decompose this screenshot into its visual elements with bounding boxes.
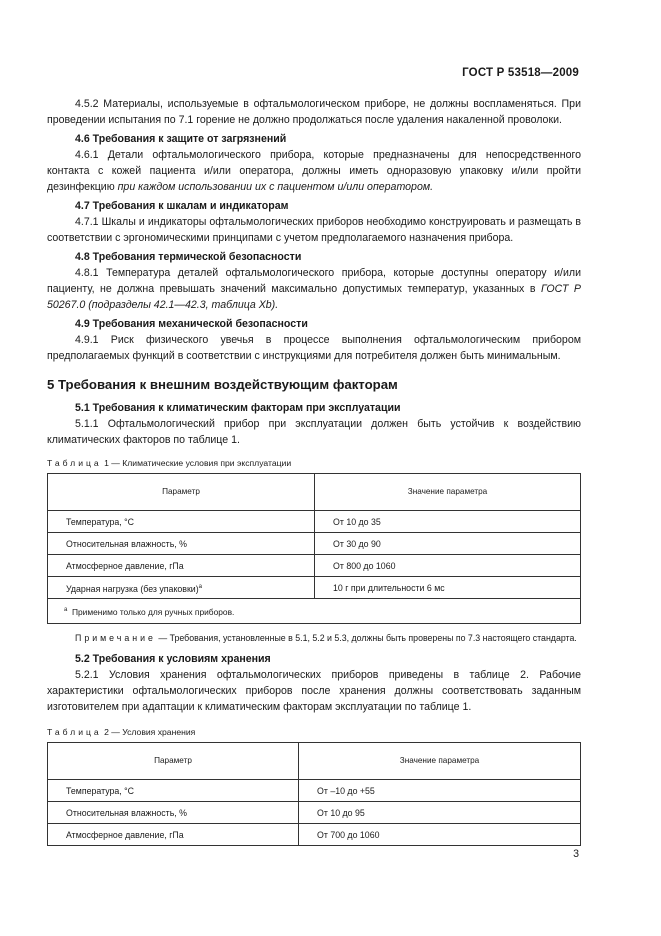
table-header-row [48, 743, 581, 780]
table-cell-parameter: Относительная влажность, % [48, 802, 299, 824]
table-1 [47, 473, 581, 624]
table-cell-value: От 10 до 95 [299, 802, 581, 824]
table-cell-value: 10 г при длительности 6 мс [315, 577, 581, 599]
table-cell-parameter [48, 577, 315, 599]
column-header-parameter: Параметр [48, 743, 299, 780]
heading-4-8: 4.8 Требования термической безопасности [75, 251, 302, 263]
table-cell-parameter: Атмосферное давление, гПа [48, 824, 299, 846]
heading-4-6: 4.6 Требования к защите от загрязнений [75, 133, 287, 145]
clause-4-8-1-reference: ГОСТ Р 50267.0 (подразделы 42.1—42.3, таблица Xb). [47, 283, 581, 311]
note-text: — Требования, установленные в 5.1, 5.2 и 5.3, должны быть проверены по 7.3 настоящего стандарта. [155, 633, 577, 643]
clause-4-7-1: 4.7.1 Шкалы и индикаторы офтальмологических приборов необходимо конструировать и размещать в соответствии с эргономическими принципами с учетом предполагаемого назначения прибора. [47, 216, 581, 244]
table-1-caption [47, 455, 581, 471]
footnote-reference: a [198, 583, 202, 590]
table-cell-value: От 30 до 90 [315, 533, 581, 555]
footnote-text: Применимо только для ручных приборов. [72, 606, 235, 617]
table-cell-parameter: Относительная влажность, % [48, 533, 315, 555]
clause-4-5-2: 4.5.2 Материалы, используемые в офтальмологическом приборе, не должны воспламеняться. При проведении испытания по 7.1 горение не должно продолжаться после удаления накаленной проволоки. [47, 98, 581, 126]
table-1-caption-text: 1 — Климатические условия при эксплуатации [104, 458, 292, 468]
table-row [48, 780, 581, 802]
table-cell-value: От 800 до 1060 [315, 555, 581, 577]
table-row [48, 577, 581, 599]
table-2-caption-text: 2 — Условия хранения [104, 727, 196, 737]
heading-4-9: 4.9 Требования механической безопасности [75, 318, 308, 330]
clause-5-2-1: 5.2.1 Условия хранения офтальмологических приборов приведены в таблице 2. Рабочие характеристики офтальмологических приборов после хранения должны соответствовать заданным изготовителем при адаптации к климатическим факторам эксплуатации по таблице 1. [47, 669, 581, 713]
clause-5-1-1: 5.1.1 Офтальмологический прибор при эксплуатации должен быть устойчив к воздействию климатических факторов по таблице 1. [47, 418, 581, 446]
standard-header: ГОСТ Р 53518—2009 [462, 67, 579, 79]
clause-4-6-1 [47, 147, 581, 195]
table-cell-parameter: Температура, °С [48, 780, 299, 802]
clause-4-9-1: 4.9.1 Риск физического увечья в процессе выполнения офтальмологическим прибором предполагаемых функций в соответствии с инструкциями для потребителя должен быть минимальным. [47, 334, 581, 362]
table-2-caption-word: Таблица [47, 727, 102, 737]
clause-4-6-1-text: 4.6.1 Детали офтальмологического прибора, которые предназначены для непосредственного контакта с кожей пациента и/или оператора, должны иметь одноразовую упаковку и/или пройти дезинфекцию [47, 149, 581, 193]
column-header-value: Значение параметра [315, 474, 581, 511]
table-cell-parameter: Атмосферное давление, гПа [48, 555, 315, 577]
heading-section-5: 5 Требования к внешним воздействующим факторам [47, 377, 398, 392]
table-2 [47, 742, 581, 846]
table-cell-parameter-text: Ударная нагрузка (без упаковки) [66, 583, 199, 594]
table-row [48, 555, 581, 577]
table-cell-value: От 10 до 35 [315, 511, 581, 533]
table-footnote-row [48, 599, 581, 624]
clause-4-8-1 [47, 265, 581, 313]
table-cell-value: От –10 до +55 [299, 780, 581, 802]
table-1-caption-word: Таблица [47, 458, 102, 468]
table-row [48, 824, 581, 846]
clause-4-6-1-italic: при каждом использовании их с пациентом и/или оператором. [117, 181, 434, 193]
table-2-caption [47, 724, 581, 740]
table-cell-parameter: Температура, °С [48, 511, 315, 533]
table-cell-value: От 700 до 1060 [299, 824, 581, 846]
clause-4-8-1-text: 4.8.1 Температура деталей офтальмологического прибора, которые доступны оператору и/или пациенту, не должна превышать значений максимально допустимых температур, указанных в [47, 267, 581, 295]
heading-4-7: 4.7 Требования к шкалам и индикаторам [75, 200, 289, 212]
table-footnote [48, 599, 581, 624]
note [47, 632, 581, 645]
column-header-parameter: Параметр [48, 474, 315, 511]
table-header-row [48, 474, 581, 511]
page-number: 3 [573, 848, 579, 860]
table-row [48, 802, 581, 824]
heading-5-2: 5.2 Требования к условиям хранения [75, 653, 271, 665]
column-header-value: Значение параметра [299, 743, 581, 780]
table-row [48, 511, 581, 533]
heading-5-1: 5.1 Требования к климатическим факторам при эксплуатации [75, 402, 401, 414]
footnote-mark: a [64, 607, 68, 614]
table-row [48, 533, 581, 555]
note-label: Примечание [75, 633, 156, 643]
page-body [47, 96, 581, 846]
